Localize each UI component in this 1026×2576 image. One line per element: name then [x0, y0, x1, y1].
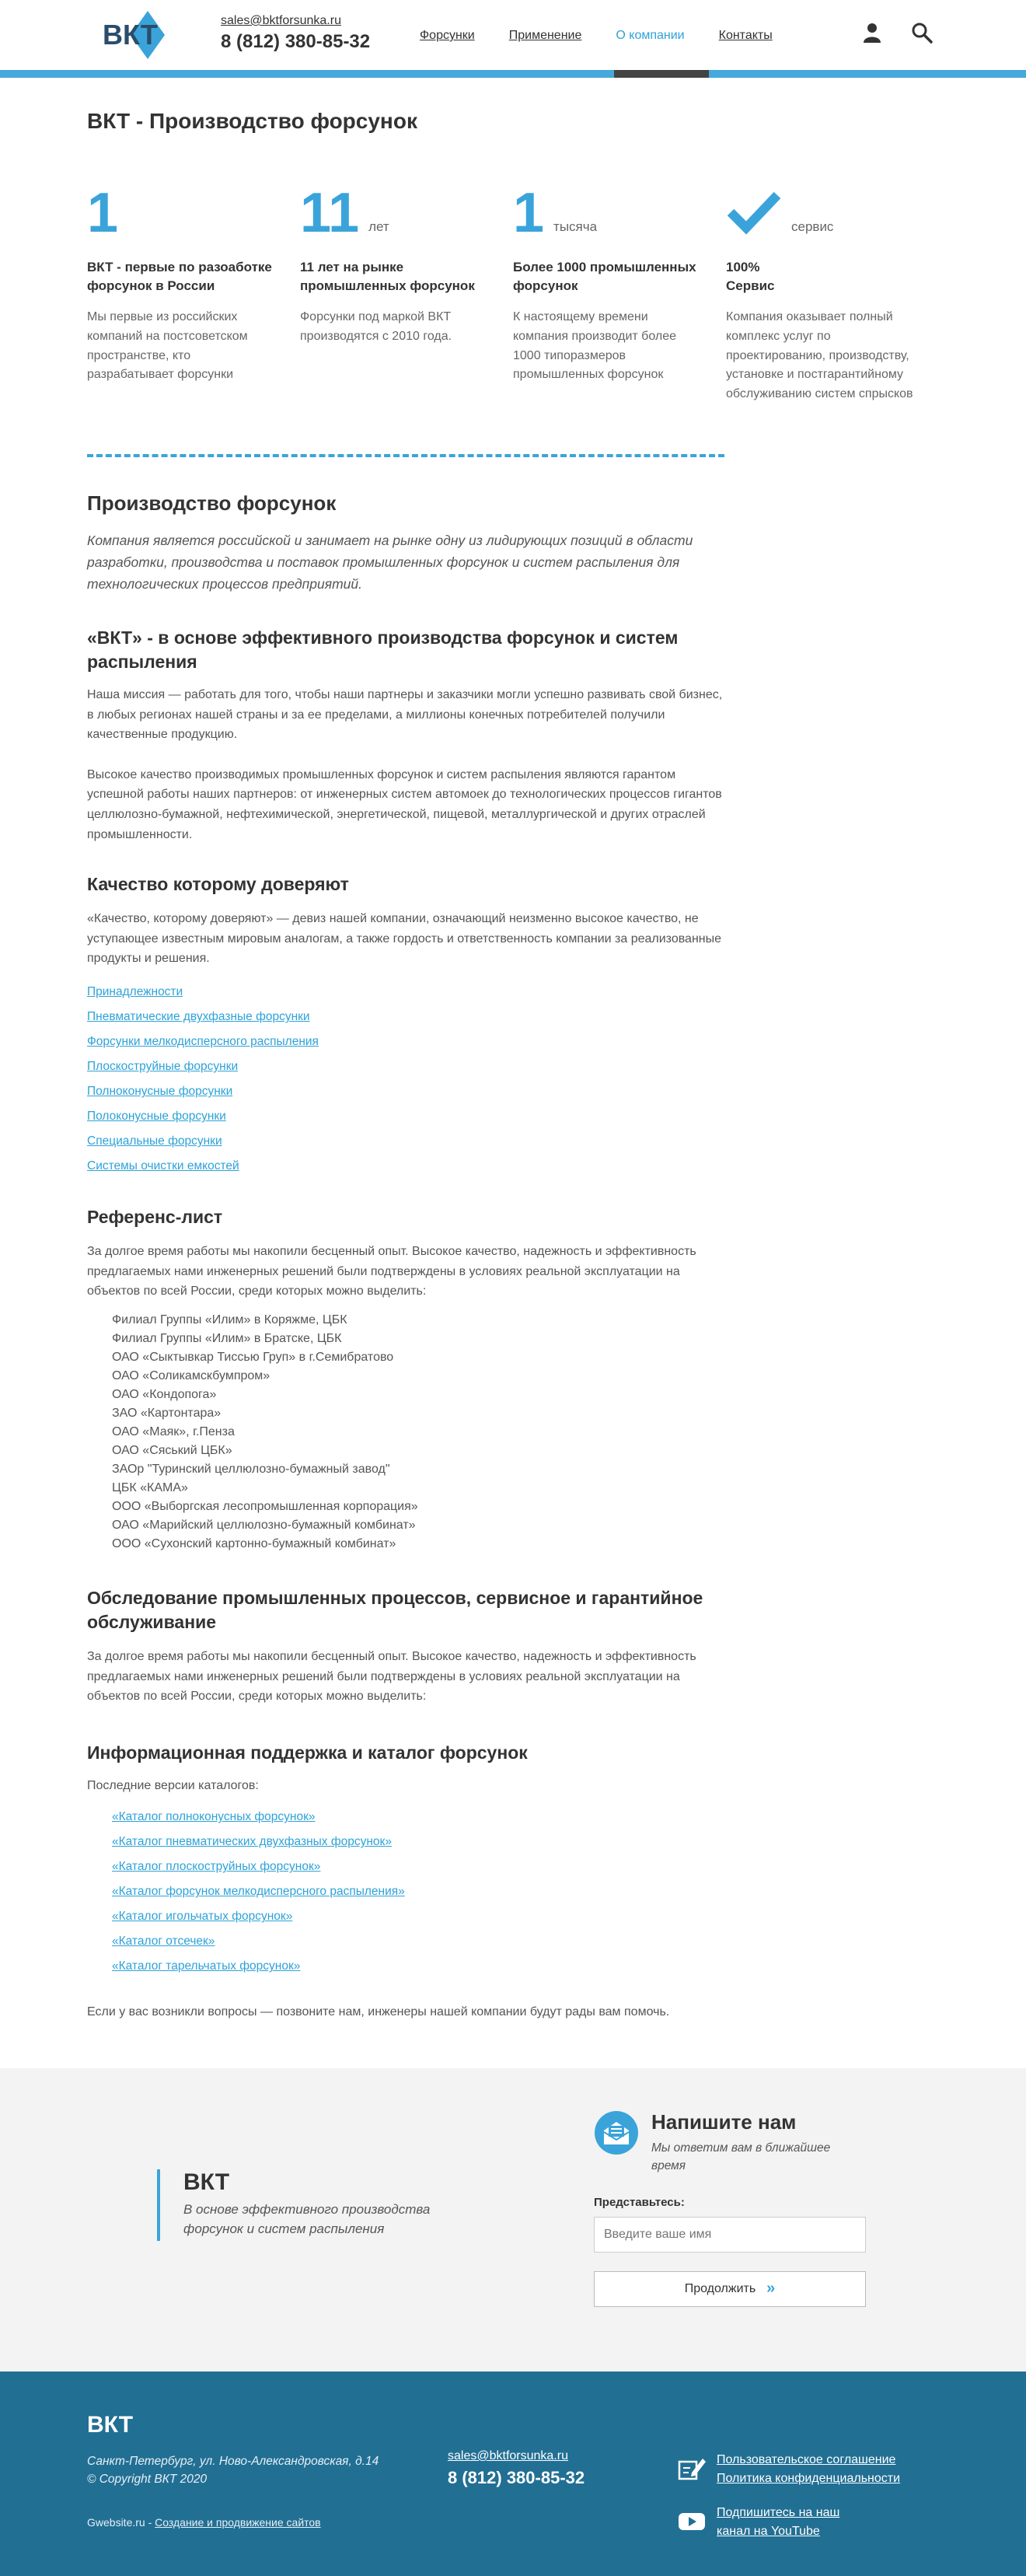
youtube-link-line: канал на YouTube	[717, 2525, 820, 2538]
header-accent-bar	[0, 70, 1026, 78]
link-pneumatic-nozzles[interactable]: Пневматические двухфазные форсунки	[87, 1010, 310, 1024]
catalog-link[interactable]: «Каталог пневматических двухфазных форсунок»	[112, 1835, 392, 1849]
footer-contacts	[448, 2449, 585, 2488]
catalog-links	[87, 1805, 939, 1979]
site-header	[0, 0, 1026, 72]
nav-item-contacts[interactable]: Контакты	[718, 29, 773, 42]
mission-paragraph: Высокое качество производимых промышленных форсунок и систем распыления являются гарантом успешной работы наших партнеров: от инженерных систем автомоек до технологических процессов гигантов целлюлозно-бумажной, нефтехимической, энергетической, пищевой, металлургической и других отраслей промышленности.	[87, 767, 722, 841]
checkmark-icon	[726, 189, 782, 241]
list-item: ОАО «Сыктывкар Тиссью Груп» в г.Семибратово	[112, 1350, 394, 1364]
document-pen-icon	[676, 2454, 717, 2486]
list-item: ЗАО «Картонтара»	[112, 1406, 222, 1420]
production-lead: Компания является российской и занимает на рынке одну из лидирующих позиций в области разработки, производства и поставок промышленных форсунок и систем распыления для технологических процессов предприятий.	[87, 532, 693, 592]
continue-button-label: Продолжить	[684, 2281, 756, 2295]
catalog-link[interactable]: «Каталог тарельчатых форсунок»	[112, 1959, 301, 1973]
link-tank-cleaning[interactable]: Системы очистки емкостей	[87, 1159, 239, 1173]
stat-number: 1	[513, 182, 545, 244]
reference-list	[87, 1311, 939, 1554]
footer-logo[interactable]: ВКТ	[87, 2412, 134, 2438]
list-item: ОАО «Сяський ЦБК»	[112, 1443, 232, 1457]
contact-form	[594, 2110, 866, 2307]
closing-paragraph: Если у вас возникли вопросы — позвоните нам, инженеры нашей компании будут рады вам помочь.	[87, 2005, 670, 2019]
search-icon[interactable]	[911, 22, 933, 47]
stat-heading: Более 1000 промышленных форсунок	[513, 260, 696, 293]
stat-service	[726, 171, 939, 404]
list-item: ОАО «Кондопога»	[112, 1387, 217, 1401]
brand-title: ВКТ	[183, 2169, 230, 2195]
footer-address: Санкт-Петербург, ул. Ново-Александровская, д.14	[87, 2455, 379, 2468]
stat-first	[87, 171, 300, 404]
footer-phone[interactable]: 8 (812) 380-85-32	[448, 2468, 585, 2487]
link-accessories[interactable]: Принадлежности	[87, 985, 183, 999]
header-email-link[interactable]: sales@bktforsunka.ru	[221, 14, 341, 27]
stat-heading-line: 100%	[726, 260, 760, 274]
list-item: Филиал Группы «Илим» в Братске, ЦБК	[112, 1331, 342, 1345]
catalog-link[interactable]: «Каталог форсунок мелкодисперсного распыления»	[112, 1885, 405, 1899]
stat-heading	[726, 258, 916, 295]
catalog-link[interactable]: «Каталог отсечек»	[112, 1935, 215, 1949]
footer-email-link[interactable]: sales@bktforsunka.ru	[448, 2449, 568, 2462]
youtube-icon	[676, 2507, 717, 2539]
dashed-divider	[87, 454, 724, 457]
list-item: ООО «Сухонский картонно-бумажный комбинат»	[112, 1536, 396, 1550]
footer-developer	[87, 2516, 321, 2529]
stat-heading-line: Сервис	[726, 278, 775, 293]
stat-text: Компания оказывает полный комплекс услуг по проектированию, производству, установке и постгарантийному обслуживанию систем спрысков	[726, 310, 913, 401]
stat-unit: сервис	[791, 219, 834, 234]
svg-text:ВКТ: ВКТ	[103, 19, 158, 51]
site-footer	[0, 2372, 1026, 2576]
quality-title: Качество которому доверяют	[87, 874, 349, 895]
list-item: ОАО «Марийский целлюлозно-бумажный комбинат»	[112, 1518, 416, 1532]
stat-heading: ВКТ - первые по разоаботке форсунок в России	[87, 260, 272, 293]
list-item: ЗАОр "Туринский целлюлозно-бумажный завод"	[112, 1462, 390, 1476]
stats-row	[87, 171, 939, 404]
stat-unit: тысяча	[553, 219, 598, 234]
continue-button[interactable]	[594, 2271, 866, 2307]
youtube-link[interactable]	[717, 2504, 839, 2541]
stat-text: Мы первые из российских компаний на постсоветском пространстве, кто разрабатывает форсунки	[87, 310, 248, 382]
footer-docs-row	[676, 2451, 900, 2488]
main-content	[87, 109, 939, 2022]
link-flat-jet-nozzles[interactable]: Плоскоструйные форсунки	[87, 1060, 239, 1074]
link-full-cone-nozzles[interactable]: Полноконусные форсунки	[87, 1085, 233, 1099]
youtube-link-line: Подпишитесь на наш	[717, 2506, 840, 2519]
link-hollow-cone-nozzles[interactable]: Полоконусные форсунки	[87, 1110, 226, 1124]
user-agreement-link[interactable]: Пользовательское соглашение	[717, 2453, 896, 2466]
footer-links	[676, 2451, 900, 2557]
logo-mark-icon	[99, 9, 171, 61]
stat-unit: лет	[368, 219, 389, 234]
reference-title: Референс-лист	[87, 1207, 223, 1228]
main-nav	[420, 0, 807, 72]
list-item: ОАО «Соликамскбумпром»	[112, 1368, 270, 1382]
nav-item-application[interactable]: Применение	[508, 29, 582, 42]
list-item: ЦБК «КАМА»	[112, 1480, 188, 1494]
link-special-nozzles[interactable]: Специальные форсунки	[87, 1134, 222, 1148]
footer-youtube-row	[676, 2504, 900, 2541]
stat-number: 1	[87, 182, 119, 244]
envelope-icon	[594, 2110, 651, 2159]
survey-title: Обследование промышленных процессов, сервисное и гарантийное обслуживание	[87, 1587, 703, 1632]
form-header	[594, 2110, 866, 2176]
privacy-policy-link[interactable]: Политика конфиденциальности	[717, 2472, 901, 2485]
nav-item-about[interactable]: О компании	[616, 29, 685, 42]
catalog-link[interactable]: «Каталог плоскоструйных форсунок»	[112, 1860, 321, 1874]
header-phone[interactable]: 8 (812) 380-85-32	[221, 31, 371, 52]
stat-years	[300, 171, 513, 404]
brand-subtitle: В основе эффективного производства форсунок и систем распыления	[183, 2202, 431, 2236]
list-item: Филиал Группы «Илим» в Коряжме, ЦБК	[112, 1312, 347, 1326]
page-title: ВКТ - Производство форсунок	[87, 109, 417, 133]
stat-heading: 11 лет на рынке промышленных форсунок	[300, 260, 475, 293]
footer-address-block	[87, 2452, 379, 2489]
reference-paragraph: За долгое время работы мы накопили бесценный опыт. Высокое качество, надежность и эффективность предлагаемых нами инженерных решений были подтверждены в условиях реальной эксплуатации на объектов по всей России, среди которых можно выделить:	[87, 1245, 696, 1298]
quality-links	[87, 980, 939, 1179]
list-item: ООО «Выборгская лесопромышленная корпорация»	[112, 1499, 418, 1513]
developer-prefix: Gwebsite.ru -	[87, 2516, 155, 2529]
user-icon[interactable]	[861, 22, 883, 47]
catalog-link[interactable]: «Каталог игольчатых форсунок»	[112, 1910, 293, 1924]
nav-active-indicator	[614, 70, 709, 78]
logo[interactable]	[99, 9, 171, 61]
header-icons	[861, 22, 933, 47]
double-chevron-right-icon: »	[766, 2280, 776, 2297]
stat-number: 11	[300, 182, 360, 244]
quality-paragraph: «Качество, которому доверяют» — девиз нашей компании, означающий неизменно высокое качество, не уступающее известным мировым аналогам, а также гордость и ответственность компании за реализованные продукты и решения.	[87, 912, 722, 966]
link-fine-spray-nozzles[interactable]: Форсунки мелкодисперсного распыления	[87, 1035, 319, 1049]
list-item: ОАО «Маяк», г.Пенза	[112, 1424, 235, 1438]
brand-block	[157, 2169, 455, 2241]
header-contacts	[221, 14, 370, 53]
name-input[interactable]	[594, 2217, 866, 2253]
survey-paragraph: За долгое время работы мы накопили бесценный опыт. Высокое качество, надежность и эффективность предлагаемых нами инженерных решений были подтверждены в условиях реальной эксплуатации на объектов по всей России, среди которых можно выделить:	[87, 1649, 696, 1704]
name-label: Представьтесь:	[594, 2195, 685, 2209]
production-title: Производство форсунок	[87, 491, 337, 515]
stat-text: Форсунки под маркой ВКТ производятся с 2010 года.	[300, 310, 452, 343]
mission-title: «ВКТ» - в основе эффективного производства форсунок и систем распыления	[87, 627, 679, 673]
catalog-link[interactable]: «Каталог полноконусных форсунок»	[112, 1810, 316, 1824]
footer-copyright: © Copyright ВКТ 2020	[87, 2473, 208, 2487]
info-paragraph: Последние версии каталогов:	[87, 1778, 259, 1792]
form-subtitle: Мы ответим вам в ближайшее время	[651, 2141, 831, 2173]
nav-item-nozzles[interactable]: Форсунки	[420, 29, 475, 42]
developer-link[interactable]: Создание и продвижение сайтов	[155, 2516, 321, 2529]
info-title: Информационная поддержка и каталог форсунок	[87, 1742, 528, 1763]
stat-text: К настоящему времени компания производит более 1000 типоразмеров промышленных форсунок	[513, 310, 677, 382]
stat-thousand	[513, 171, 726, 404]
mission-paragraph: Наша миссия — работать для того, чтобы наши партнеры и заказчики могли успешно развивать свой бизнес, в любых регионах нашей страны и за ее пределами, а миллионы конечных потребителей получили качественные продукцию.	[87, 688, 723, 742]
form-title: Напишите нам	[651, 2110, 797, 2134]
contact-form-section	[0, 2068, 1026, 2372]
